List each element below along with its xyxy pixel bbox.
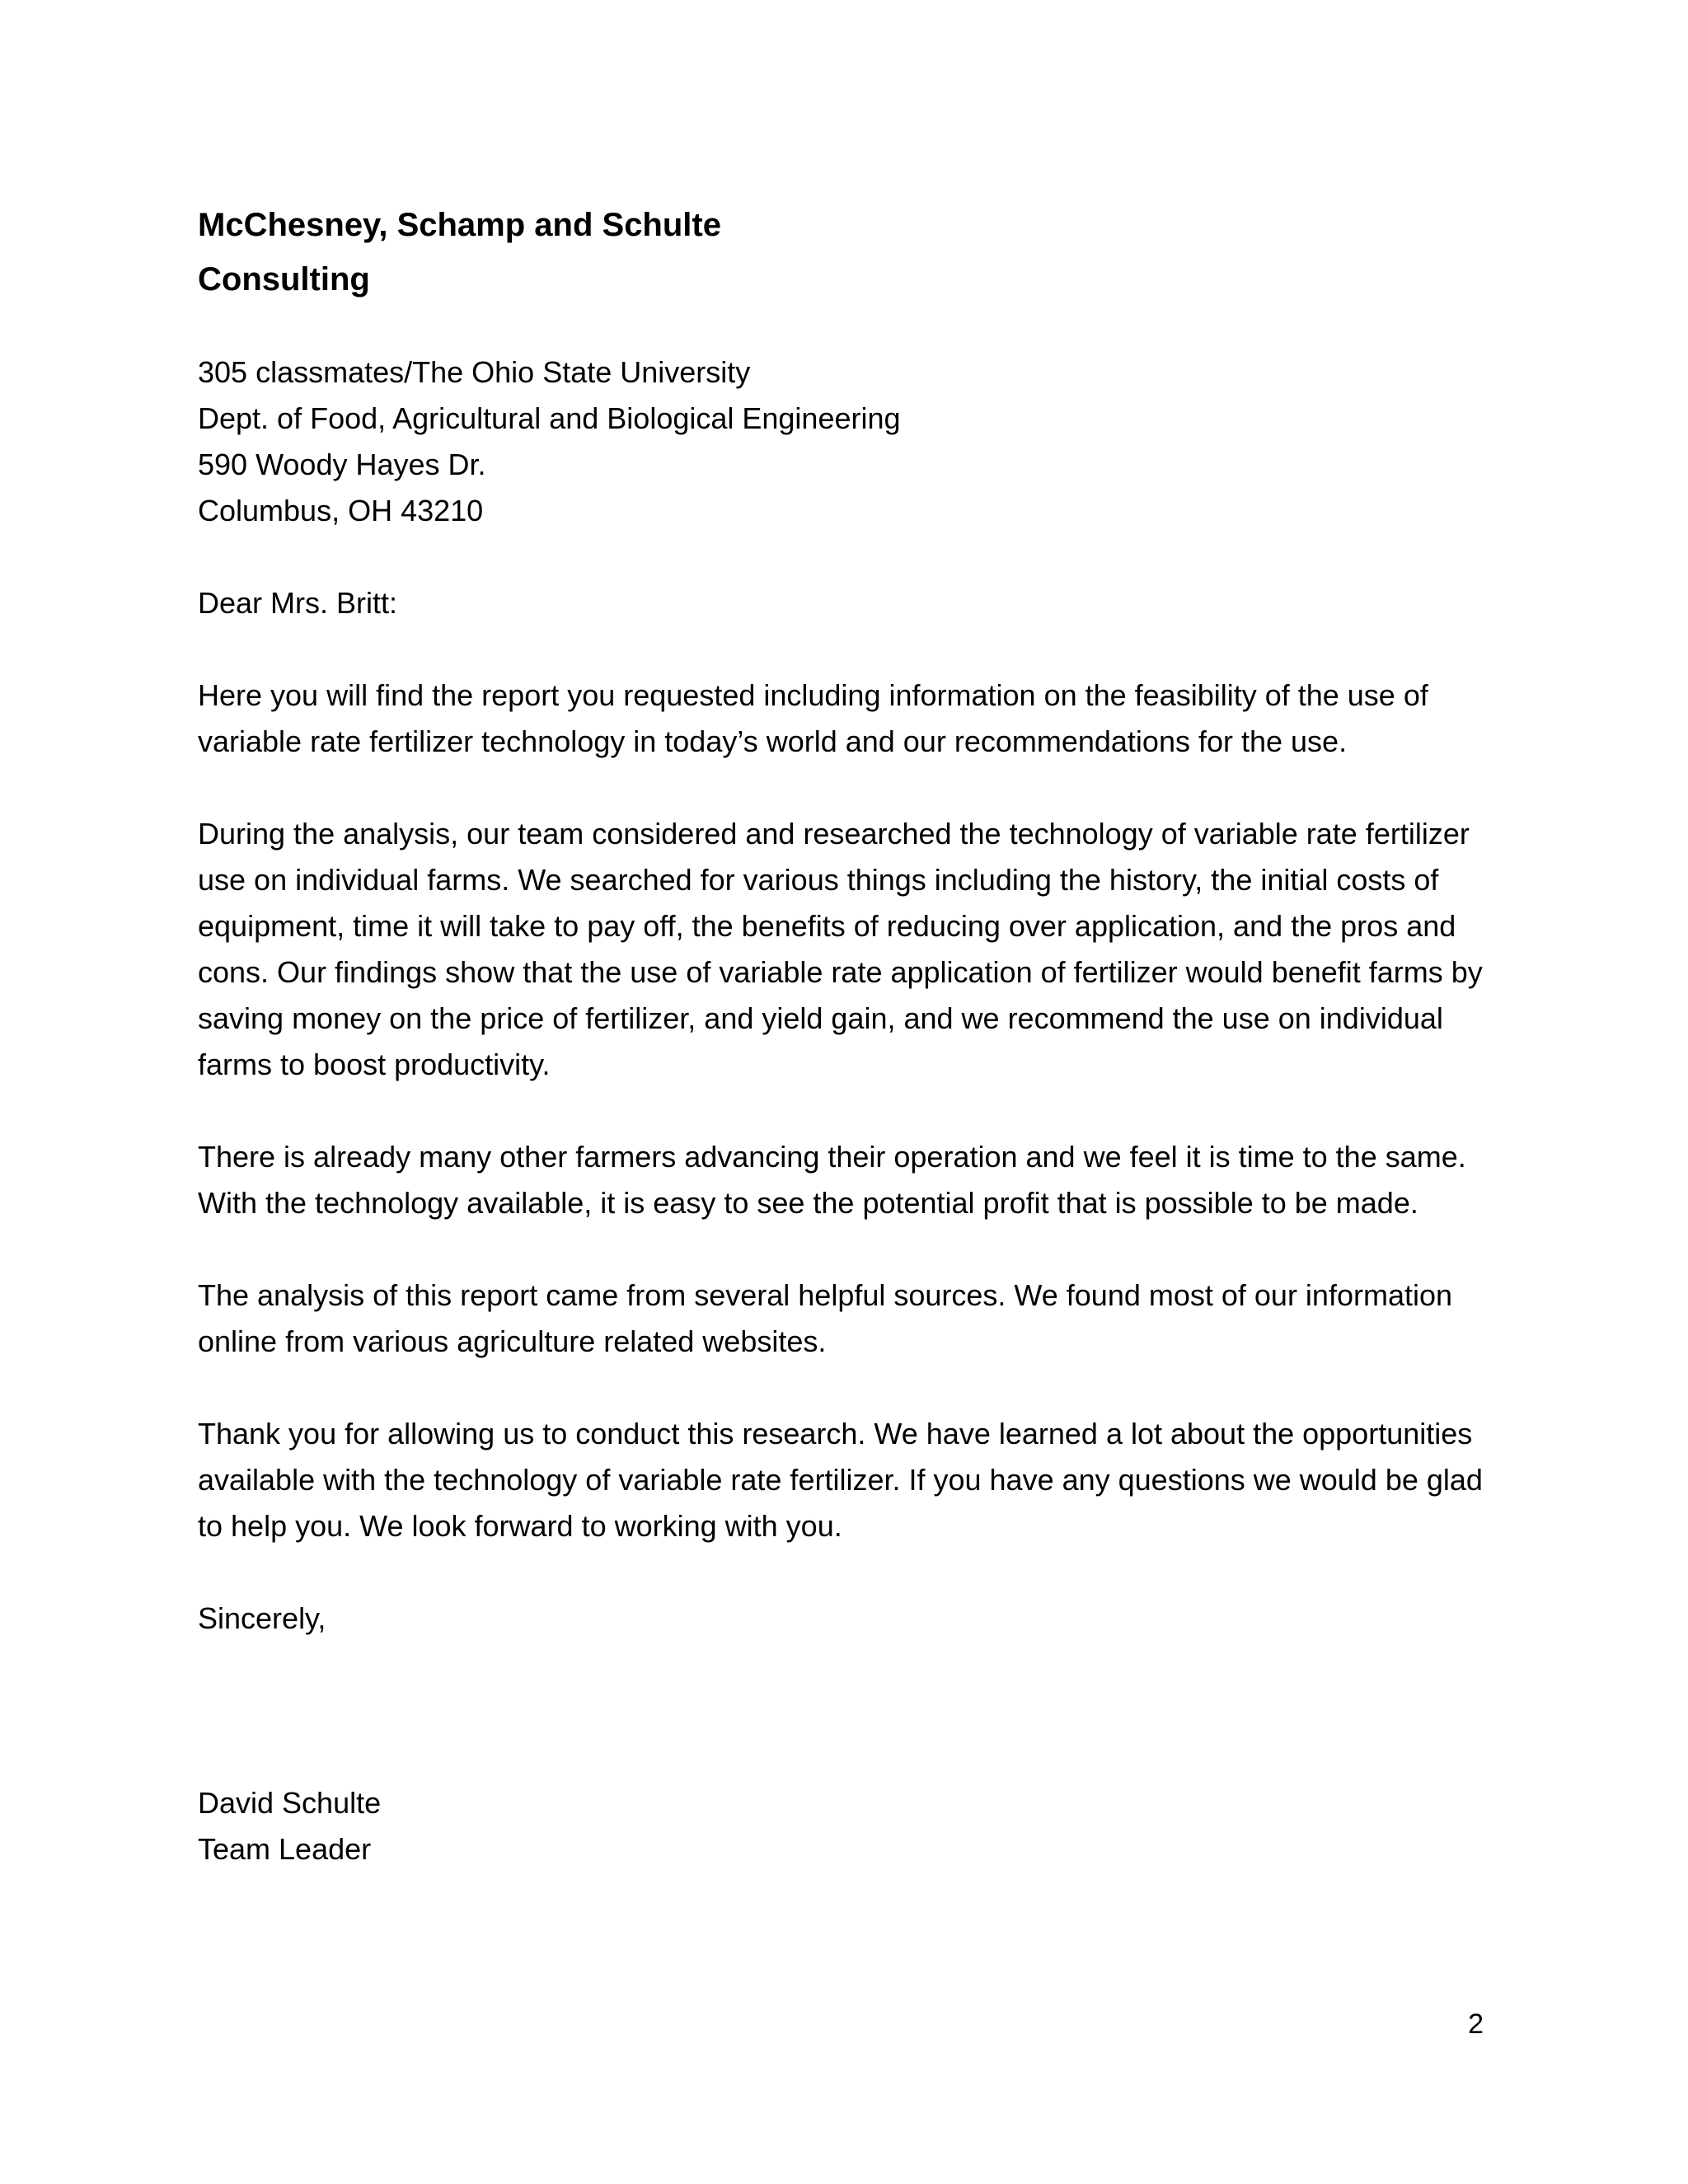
signer-name: David Schulte <box>198 1786 382 1820</box>
body-paragraph: During the analysis, our team considered and researched the technology of variable rate fertilizer use on individual farms. We searched for various things including the history, the initial costs of equipment, time it will take to pay off, the benefits of reducing over application, and the pros and cons. Our findings show that the use of variable rate application of fertilizer would benefit farms by saving money on the price of fertilizer, and yield gain, and we recommend the use on individual farms to boost productivity. <box>198 817 1483 1081</box>
body-paragraph: Here you will find the report you requested including information on the feasibility of the use of variable rate fertilizer technology in today’s world and our recommendations for the use. <box>198 678 1428 758</box>
salutation: Dear Mrs. Britt: <box>198 586 398 620</box>
signer-title: Team Leader <box>198 1832 372 1866</box>
letterhead-firm-type: Consulting <box>198 261 370 298</box>
body-paragraph: There is already many other farmers advancing their operation and we feel it is time to the same. With the technology available, it is easy to see the potential profit that is possible to be made. <box>198 1140 1466 1220</box>
letter-body <box>198 198 1484 1872</box>
address-line: Columbus, OH 43210 <box>198 494 484 527</box>
closing: Sincerely, <box>198 1601 326 1635</box>
body-paragraph: The analysis of this report came from several helpful sources. We found most of our information online from various agriculture related websites. <box>198 1278 1453 1358</box>
address-line: Dept. of Food, Agricultural and Biological Engineering <box>198 401 901 435</box>
body-paragraph: Thank you for allowing us to conduct this research. We have learned a lot about the opportunities available with the technology of variable rate fertilizer. If you have any questions we would be glad to help you. We look forward to working with you. <box>198 1417 1483 1543</box>
page-number: 2 <box>1468 2008 1484 2040</box>
letterhead-firm-name: McChesney, Schamp and Schulte <box>198 207 721 243</box>
sender-address <box>198 349 1484 534</box>
address-line: 305 classmates/The Ohio State University <box>198 355 751 389</box>
signature-block <box>198 1780 1484 1872</box>
address-line: 590 Woody Hayes Dr. <box>198 448 486 481</box>
